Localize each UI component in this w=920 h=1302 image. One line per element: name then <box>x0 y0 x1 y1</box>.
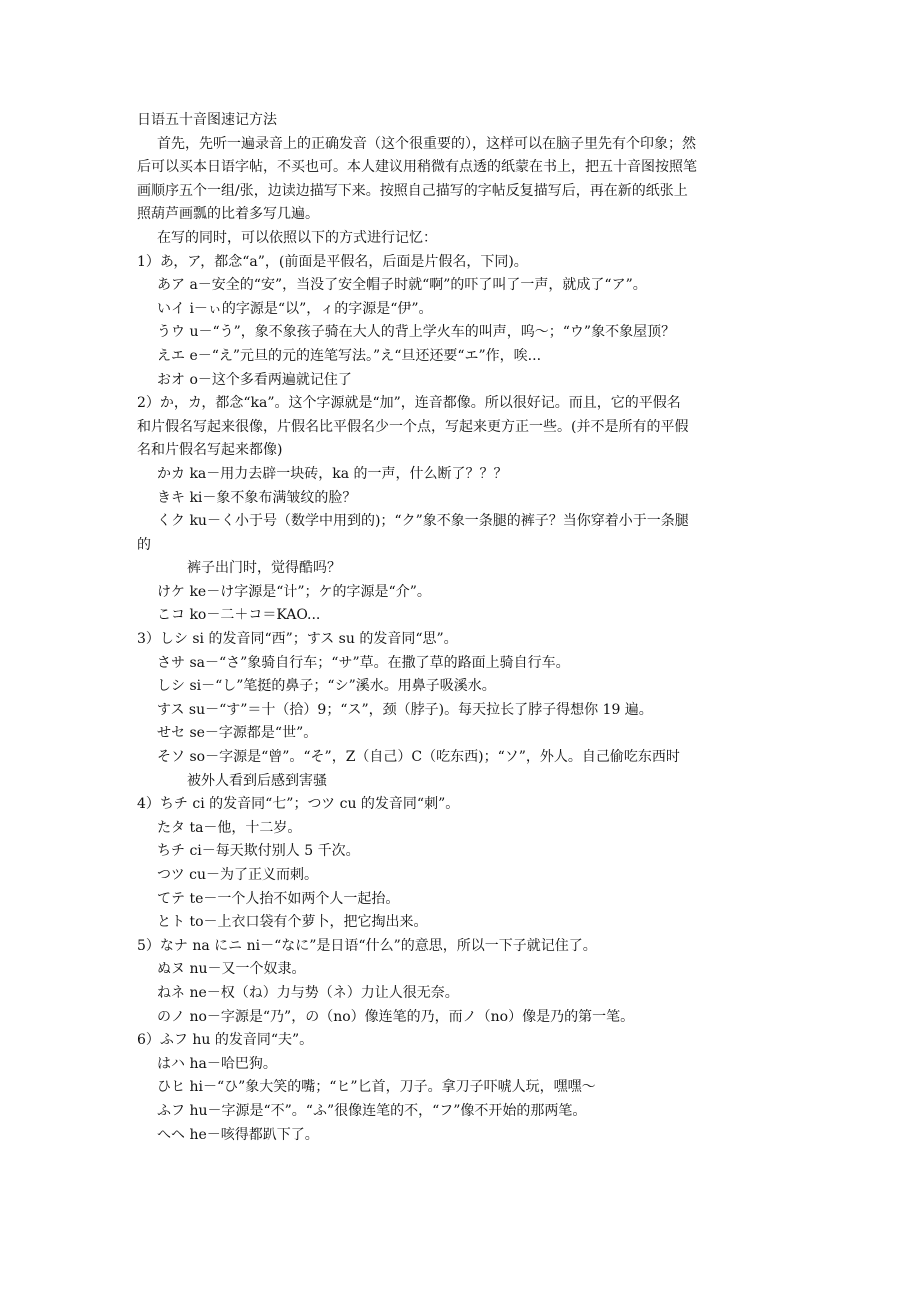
mnemonic-line: 被外人看到后感到害骚 <box>187 772 327 789</box>
mnemonic-line: けケ ke－け字源是“计”；ケ的字源是“介”。 <box>157 583 431 600</box>
section-line: 和片假名写起来很像，片假名比平假名少一个点，写起来更方正一些。(并不是所有的平假 <box>137 418 689 435</box>
mnemonic-line: さサ sa－“さ”象骑自行车；“サ”草。在撒了草的路面上骑自行车。 <box>157 654 570 671</box>
mnemonic-line: はハ ha－哈巴狗。 <box>157 1055 277 1072</box>
mnemonic-line: てテ te－一个人抬不如两个人一起抬。 <box>157 890 400 907</box>
section-line: 6）ふフ hu 的发音同“夫”。 <box>137 1032 314 1049</box>
mnemonic-line: ぬヌ nu－又一个奴隶。 <box>157 961 306 978</box>
mnemonic-line: ちチ ci－每天欺付别人 5 千次。 <box>157 843 360 860</box>
mnemonic-line: のノ no－字源是“乃”，の（no）像连笔的乃，而ノ（no）像是乃的第一笔。 <box>157 1008 635 1025</box>
section-line: 5）なナ na にニ ni－“なに”是日语“什么”的意思，所以一下子就记住了。 <box>137 937 597 954</box>
intro-line: 后可以买本日语字帖，不买也可。本人建议用稍微有点透的纸蒙在书上，把五十音图按照笔 <box>137 159 697 176</box>
mnemonic-line: つツ cu－为了正义而刺。 <box>157 867 319 883</box>
mnemonic-line: ねネ ne－权（ね）力与势（ネ）力让人很无奈。 <box>157 984 459 1001</box>
mnemonic-line: たタ ta－他，十二岁。 <box>157 819 302 836</box>
mnemonic-list <box>137 251 810 1148</box>
intro-line: 首先，先听一遍录音上的正确发音（这个很重要的），这样可以在脑子里先有个印象；然 <box>157 135 696 152</box>
mnemonic-line: くク ku－く小于号（数学中用到的)；“ク”象不象一条腿的裤子？当你穿着小于一条腿 <box>157 513 689 530</box>
mnemonic-line: えエ e－“え”元旦的元的连笔写法。”え“旦还还要“エ”作，唉... <box>157 347 542 364</box>
mnemonic-line: おオ o－这个多看两遍就记住了 <box>157 371 352 388</box>
section-line: 名和片假名写起来都像) <box>137 442 283 459</box>
mnemonic-line: きキ ki－象不象布满皱纹的脸？ <box>157 489 357 506</box>
mnemonic-line: そソ so－字源是“曾”。“そ”，Z（自己）C（吃东西)；“ソ”，外人。自己偷吃东西时 <box>157 749 680 766</box>
mnemonic-line: ふフ hu－字源是“不”。“ふ”很像连笔的不，“フ”像不开始的那两笔。 <box>157 1102 587 1119</box>
section-line: 的 <box>137 536 151 553</box>
mnemonic-line: うウ u－“う”，象不象孩子骑在大人的背上学火车的叫声，呜～；“ウ”象不象屋顶？ <box>157 324 676 341</box>
mnemonic-line: へヘ he－咳得都趴下了。 <box>157 1126 319 1143</box>
mnemonic-line: とト to－上衣口袋有个萝卜，把它掏出来。 <box>157 914 428 931</box>
mnemonic-line: かカ ka－用力去辟一块砖，ka 的一声，什么断了？？？ <box>157 465 508 482</box>
section-line: 1）あ，ア，都念“a”，(前面是平假名，后面是片假名，下同)。 <box>137 253 528 270</box>
mnemonic-line: いイ i－ぃ的字源是“以”，ィ的字源是“伊”。 <box>157 300 433 317</box>
mnemonic-line: せセ se－字源都是“世”。 <box>157 725 318 742</box>
mnemonic-line: しシ si－“し”笔挺的鼻子；“シ”溪水。用鼻子吸溪水。 <box>157 678 496 695</box>
mnemonic-line: すス su－“す”＝十（拾）9；“ス”，颈（脖子)。每天拉长了脖子得想你 19 遍。 <box>157 701 653 718</box>
section-line: 2）か，カ，都念“ka”。这个字源就是“加”，连音都像。所以很好记。而且，它的平假名 <box>137 395 681 412</box>
intro-line: 画顺序五个一组/张，边读边描写下来。按照自己描写的字帖反复描写后，再在新的纸张上 <box>137 182 688 199</box>
section-line: 3）しシ si 的发音同“西”；すス su 的发音同“思”。 <box>137 631 458 648</box>
intro-line: 照葫芦画瓢的比着多写几遍。 <box>137 206 319 223</box>
document-title: 日语五十音图速记方法 <box>137 112 277 128</box>
section-line: 4）ちチ ci 的发音同“七”；つツ cu 的发音同“刺”。 <box>137 796 460 813</box>
mnemonic-line: こコ ko－二＋コ＝KAO... <box>157 607 321 624</box>
mnemonic-line: 裤子出门时，觉得酷吗？ <box>187 560 341 577</box>
mnemonic-line: ひヒ hi－“ひ”象大笑的嘴；“ヒ”匕首，刀子。拿刀子吓唬人玩，嘿嘿～ <box>157 1079 596 1096</box>
lead-paragraph: 在写的同时，可以依照以下的方式进行记忆： <box>157 229 437 246</box>
mnemonic-line: あア a－安全的“安”，当没了安全帽子时就“啊”的吓了叫了一声，就成了“ア”。 <box>157 277 647 294</box>
